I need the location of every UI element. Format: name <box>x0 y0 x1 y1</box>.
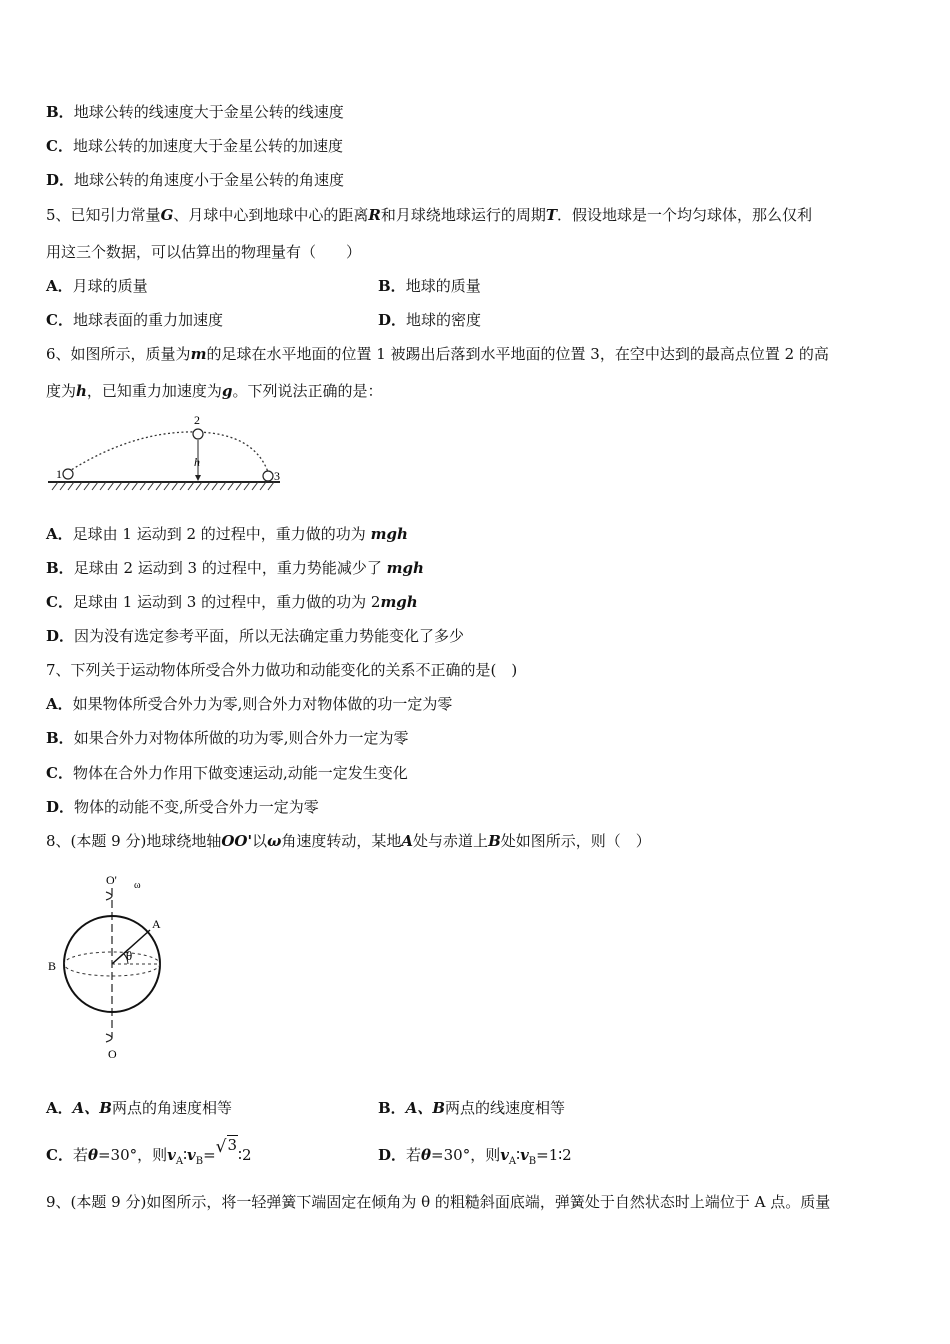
label-o: O <box>108 1047 117 1061</box>
q6-stem-line1: 6、如图所示，质量为m的足球在水平地面的位置 1 被踢出后落到水平地面的位置 3，在空中达到的最高点位置 2 的高 <box>46 345 829 363</box>
q6-option-c: C．足球由 1 运动到 3 的过程中，重力做的功为 2mgh <box>46 593 418 611</box>
q7-option-a: A．如果物体所受合外力为零,则合外力对物体做的功一定为零 <box>46 695 453 713</box>
q6-stem-line2: 度为h，已知重力加速度为g。下列说法正确的是： <box>46 382 383 400</box>
ball-position-2-icon <box>193 429 203 439</box>
height-arrowhead-bottom <box>195 475 201 481</box>
label-omega: ω <box>134 880 141 891</box>
rotation-arrow-top-icon <box>106 892 112 900</box>
q7-stem: 7、下列关于运动物体所受合外力做功和动能变化的关系不正确的是( ) <box>46 661 518 679</box>
q4-option-b: B．地球公转的线速度大于金星公转的线速度 <box>46 103 344 121</box>
sqrt-icon: √ <box>215 1137 227 1157</box>
q5-option-a: A．月球的质量 <box>46 277 148 295</box>
ground-hatching <box>52 482 274 490</box>
label-theta: θ <box>126 948 133 963</box>
q8-option-d: D．若θ=30°，则$v_A∶v_B=1∶2$ <box>378 1146 572 1167</box>
rotation-arrow-bottom-icon <box>106 1034 112 1042</box>
q9-stem: 9、(本题 9 分)如图所示，将一轻弹簧下端固定在倾角为 θ 的粗糙斜面底端，弹簧处于自然状态时上端位于 A 点。质量 <box>46 1193 831 1211</box>
q7-option-c: C．物体在合外力作用下做变速运动,动能一定发生变化 <box>46 764 408 782</box>
label-a: A <box>152 917 161 931</box>
trajectory-curve <box>68 432 268 472</box>
label-position-2: 2 <box>194 413 200 427</box>
label-o-prime: O' <box>106 873 117 887</box>
q8-option-b: B．A、B两点的线速度相等 <box>378 1099 566 1117</box>
q6-option-b: B．足球由 2 运动到 3 的过程中，重力势能减少了 mgh <box>46 559 424 577</box>
q5-option-d: D．地球的密度 <box>378 311 482 329</box>
q6-option-a: A．足球由 1 运动到 2 的过程中，重力做的功为 mgh <box>46 525 408 543</box>
q5-option-c: C．地球表面的重力加速度 <box>46 311 223 329</box>
q7-option-b: B．如果合外力对物体所做的功为零,则合外力一定为零 <box>46 729 409 747</box>
q7-option-d: D．物体的动能不变,所受合外力一定为零 <box>46 798 319 816</box>
q5-stem-line1: 5、已知引力常量G、月球中心到地球中心的距离R和月球绕地球运行的周期T．假设地球是一个均匀球体，那么仅利 <box>46 206 813 224</box>
ball-position-1-icon <box>63 469 73 479</box>
q5-stem-line2: 用这三个数据，可以估算出的物理量有（ ） <box>46 243 362 261</box>
q4-option-d: D．地球公转的角速度小于金星公转的角速度 <box>46 171 345 189</box>
label-position-1: 1 <box>56 467 62 481</box>
q8-stem: 8、(本题 9 分)地球绕地轴OO'以ω角速度转动，某地A处与赤道上B处如图所示，则（ ） <box>46 832 651 850</box>
q4-option-c: C．地球公转的加速度大于金星公转的加速度 <box>46 137 343 155</box>
label-position-3: 3 <box>274 469 280 483</box>
label-height: h <box>194 455 200 469</box>
q5-option-b: B．地球的质量 <box>378 277 481 295</box>
ball-position-3-icon <box>263 471 273 481</box>
football-trajectory-figure <box>44 410 284 494</box>
q8-option-c: C．若θ=30°，则$v_A∶v_B=√3∶2$ <box>46 1136 252 1167</box>
q6-option-d: D．因为没有选定参考平面，所以无法确定重力势能变化了多少 <box>46 627 465 645</box>
q8-option-a: A．A、B两点的角速度相等 <box>46 1099 232 1117</box>
earth-rotation-figure <box>44 868 184 1064</box>
label-b: B <box>48 959 57 973</box>
